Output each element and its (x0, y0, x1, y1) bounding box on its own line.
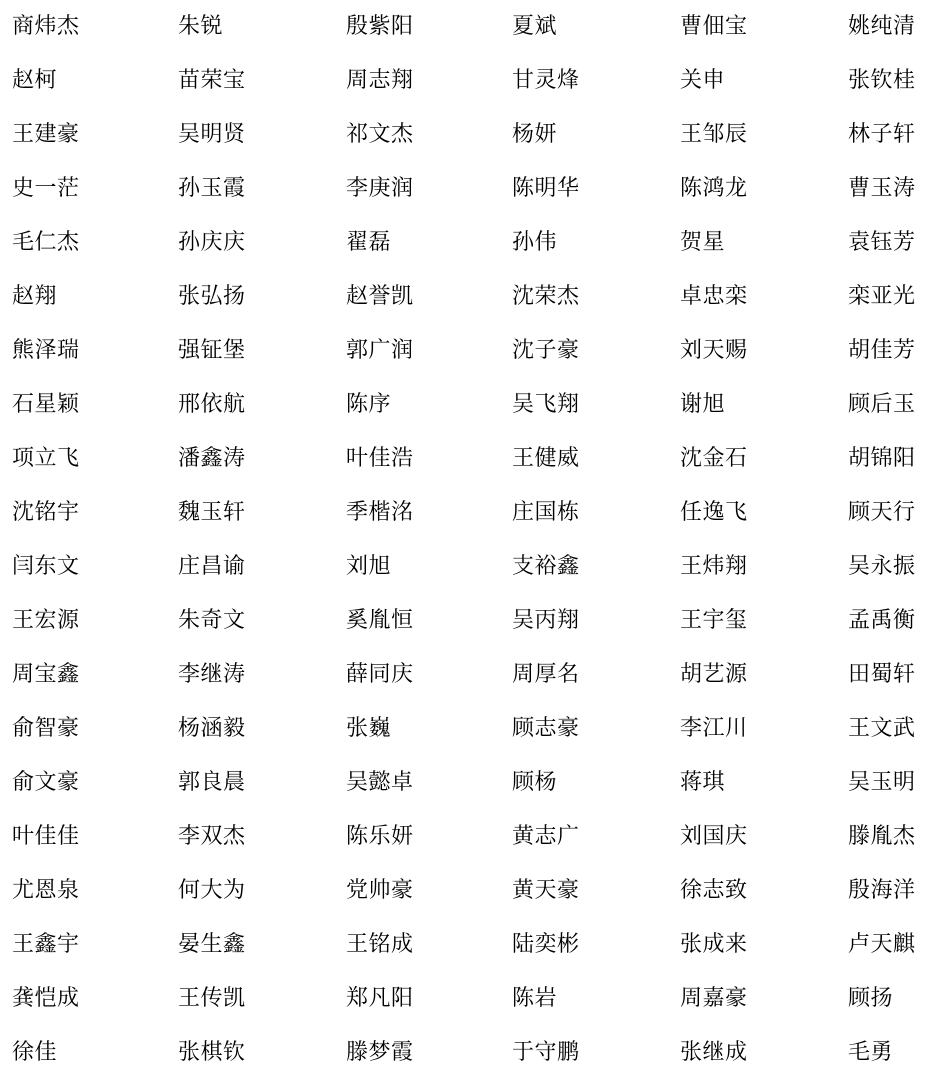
name-cell: 俞文豪 (12, 770, 80, 795)
name-cell: 谢旭 (680, 392, 726, 417)
name-cell: 周志翔 (346, 68, 414, 93)
name-cell: 潘鑫涛 (178, 446, 246, 471)
name-cell: 曹佃宝 (680, 14, 748, 39)
name-cell: 王建豪 (12, 122, 80, 147)
name-cell: 任逸飞 (680, 500, 748, 525)
name-cell: 孙伟 (512, 230, 558, 255)
name-cell: 强钲堡 (178, 338, 246, 363)
name-cell: 赵誉凯 (346, 284, 414, 309)
name-cell: 俞智豪 (12, 716, 80, 741)
name-cell: 叶佳佳 (12, 824, 80, 849)
name-cell: 吴玉明 (848, 770, 916, 795)
name-cell: 顾扬 (848, 986, 894, 1011)
name-cell: 邢依航 (178, 392, 246, 417)
name-cell: 陈明华 (512, 176, 580, 201)
name-cell: 徐志致 (680, 878, 748, 903)
name-cell: 姚纯清 (848, 14, 916, 39)
name-cell: 沈金石 (680, 446, 748, 471)
name-cell: 支裕鑫 (512, 554, 580, 579)
name-cell: 张成来 (680, 932, 748, 957)
name-cell: 王健威 (512, 446, 580, 471)
name-cell: 胡锦阳 (848, 446, 916, 471)
name-cell: 刘旭 (346, 554, 392, 579)
name-cell: 卢天麒 (848, 932, 916, 957)
name-cell: 吴明贤 (178, 122, 246, 147)
name-cell: 陈鸿龙 (680, 176, 748, 201)
name-cell: 贺星 (680, 230, 726, 255)
name-cell: 夏斌 (512, 14, 558, 39)
name-cell: 项立飞 (12, 446, 80, 471)
name-cell: 朱锐 (178, 14, 224, 39)
name-cell: 石星颖 (12, 392, 80, 417)
name-cell: 晏生鑫 (178, 932, 246, 957)
name-cell: 王宇玺 (680, 608, 748, 633)
name-cell: 刘天赐 (680, 338, 748, 363)
name-cell: 顾后玉 (848, 392, 916, 417)
name-cell: 何大为 (178, 878, 246, 903)
name-cell: 龚恺成 (12, 986, 80, 1011)
name-cell: 吴懿卓 (346, 770, 414, 795)
name-cell: 毛仁杰 (12, 230, 80, 255)
name-cell: 王传凯 (178, 986, 246, 1011)
name-cell: 周宝鑫 (12, 662, 80, 687)
name-cell: 尤恩泉 (12, 878, 80, 903)
name-cell: 于守鹏 (512, 1040, 580, 1065)
name-cell: 曹玉涛 (848, 176, 916, 201)
name-cell: 吴飞翔 (512, 392, 580, 417)
name-cell: 奚胤恒 (346, 608, 414, 633)
name-cell: 黄天豪 (512, 878, 580, 903)
name-cell: 陈乐妍 (346, 824, 414, 849)
name-cell: 王铭成 (346, 932, 414, 957)
name-cell: 赵柯 (12, 68, 58, 93)
name-cell: 苗荣宝 (178, 68, 246, 93)
name-cell: 黄志广 (512, 824, 580, 849)
name-cell: 李双杰 (178, 824, 246, 849)
name-cell: 蒋琪 (680, 770, 726, 795)
name-cell: 胡艺源 (680, 662, 748, 687)
name-cell: 栾亚光 (848, 284, 916, 309)
name-cell: 顾天行 (848, 500, 916, 525)
name-cell: 张棋钦 (178, 1040, 246, 1065)
name-cell: 郭广润 (346, 338, 414, 363)
name-cell: 王鑫宇 (12, 932, 80, 957)
name-cell: 赵翔 (12, 284, 58, 309)
name-cell: 孙庆庆 (178, 230, 246, 255)
name-cell: 沈荣杰 (512, 284, 580, 309)
name-cell: 胡佳芳 (848, 338, 916, 363)
name-cell: 党帅豪 (346, 878, 414, 903)
name-cell: 吴丙翔 (512, 608, 580, 633)
name-cell: 季楷洺 (346, 500, 414, 525)
name-cell: 甘灵烽 (512, 68, 580, 93)
name-cell: 徐佳 (12, 1040, 58, 1065)
name-cell: 王邹辰 (680, 122, 748, 147)
name-cell: 顾志豪 (512, 716, 580, 741)
name-cell: 孟禹衡 (848, 608, 916, 633)
name-cell: 史一茫 (12, 176, 80, 201)
name-cell: 庄昌谕 (178, 554, 246, 579)
name-cell: 毛勇 (848, 1040, 894, 1065)
name-cell: 薛同庆 (346, 662, 414, 687)
name-cell: 林子轩 (848, 122, 916, 147)
name-grid (12, 0, 934, 1080)
name-cell: 孙玉霞 (178, 176, 246, 201)
name-cell: 滕胤杰 (848, 824, 916, 849)
name-cell: 杨涵毅 (178, 716, 246, 741)
name-cell: 田蜀轩 (848, 662, 916, 687)
name-cell: 祁文杰 (346, 122, 414, 147)
name-cell: 翟磊 (346, 230, 392, 255)
name-cell: 顾杨 (512, 770, 558, 795)
name-cell: 魏玉轩 (178, 500, 246, 525)
name-cell: 闫东文 (12, 554, 80, 579)
name-cell: 袁钰芳 (848, 230, 916, 255)
name-cell: 张钦桂 (848, 68, 916, 93)
name-cell: 商炜杰 (12, 14, 80, 39)
name-cell: 沈铭宇 (12, 500, 80, 525)
name-cell: 卓忠栾 (680, 284, 748, 309)
name-cell: 郭良晨 (178, 770, 246, 795)
name-cell: 李庚润 (346, 176, 414, 201)
name-cell: 周厚名 (512, 662, 580, 687)
name-cell: 李继涛 (178, 662, 246, 687)
name-cell: 陈岩 (512, 986, 558, 1011)
name-cell: 李江川 (680, 716, 748, 741)
name-cell: 刘国庆 (680, 824, 748, 849)
name-cell: 郑凡阳 (346, 986, 414, 1011)
name-cell: 张继成 (680, 1040, 748, 1065)
name-cell: 庄国栋 (512, 500, 580, 525)
name-cell: 殷紫阳 (346, 14, 414, 39)
name-cell: 朱奇文 (178, 608, 246, 633)
name-cell: 周嘉豪 (680, 986, 748, 1011)
name-cell: 陆奕彬 (512, 932, 580, 957)
name-cell: 王炜翔 (680, 554, 748, 579)
name-cell: 王宏源 (12, 608, 80, 633)
name-cell: 张巍 (346, 716, 392, 741)
name-cell: 杨妍 (512, 122, 558, 147)
name-cell: 熊泽瑞 (12, 338, 80, 363)
name-cell: 叶佳浩 (346, 446, 414, 471)
name-cell: 吴永振 (848, 554, 916, 579)
name-cell: 王文武 (848, 716, 916, 741)
name-cell: 陈序 (346, 392, 392, 417)
name-cell: 张弘扬 (178, 284, 246, 309)
name-cell: 关申 (680, 68, 726, 93)
name-cell: 滕梦霞 (346, 1040, 414, 1065)
name-cell: 沈子豪 (512, 338, 580, 363)
name-cell: 殷海洋 (848, 878, 916, 903)
